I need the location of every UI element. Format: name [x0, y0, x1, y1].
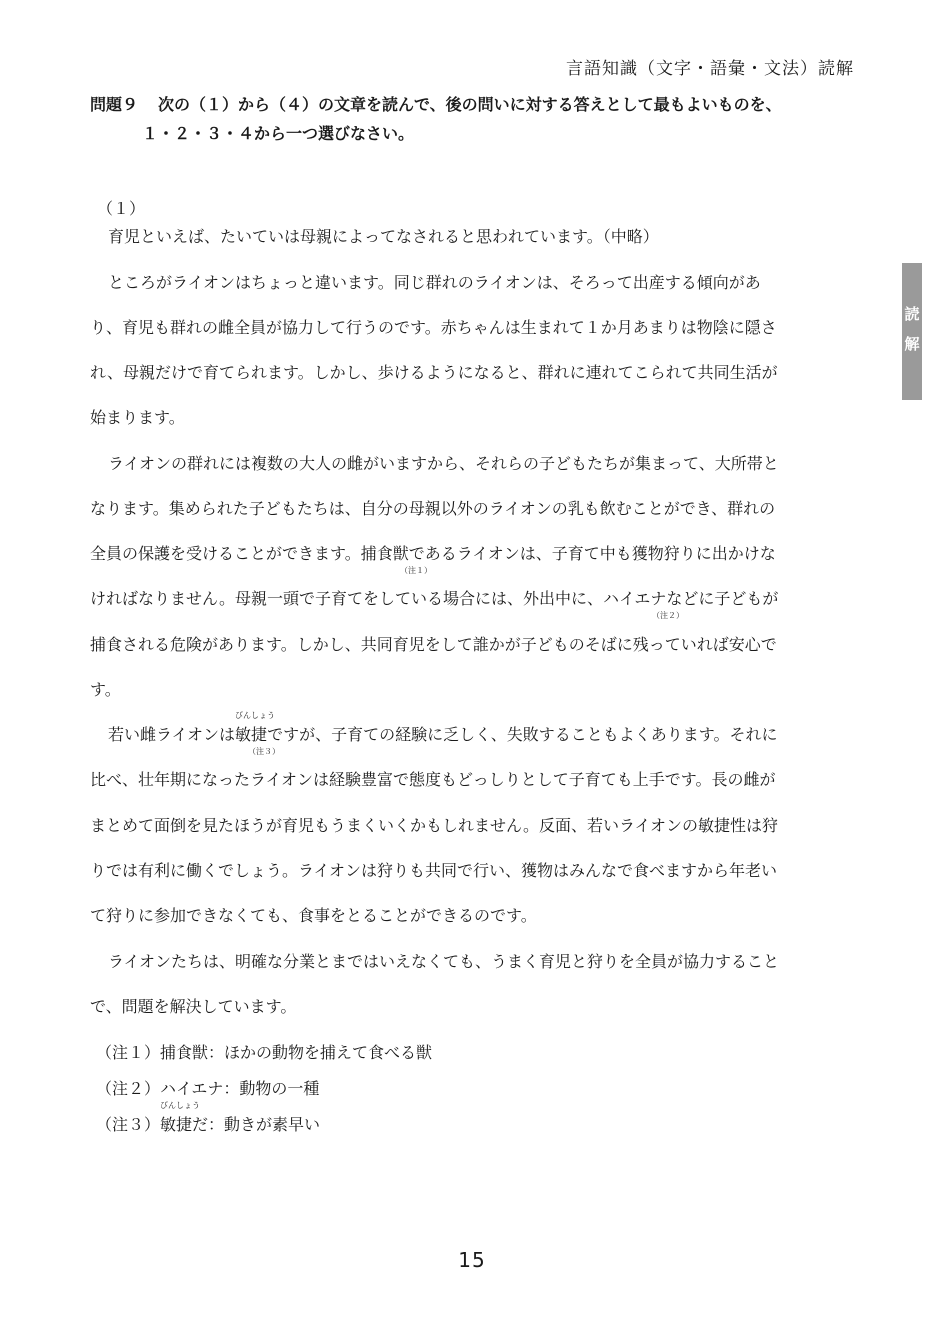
passage-line: 捕食される危険があります。しかし、共同育児をして誰かが子どものそばに残っていれば安心で — [90, 635, 777, 654]
passage-line: れ、母親だけで育てられます。しかし、歩けるようになると、群れに連れてこられて共同生活が — [90, 363, 778, 382]
passage-line: す。 — [90, 680, 121, 699]
passage-line: ライオンの群れには複数の大人の雌がいますから、それらの子どもたちが集まって、大所帯と — [108, 454, 779, 473]
page-header-title: 言語知識（文字・語彙・文法）読解 — [566, 59, 854, 79]
question-block — [90, 90, 860, 148]
footnote-label: （注１） — [96, 1043, 161, 1062]
page-number: 15 — [458, 1248, 486, 1272]
ruby-word-binsho — [235, 711, 276, 745]
question-line-1 — [90, 90, 860, 119]
annotation-note-1: （注１） — [400, 566, 432, 575]
footnote-text: ハイエナ：動物の一種 — [160, 1079, 320, 1098]
passage-line: りでは有利に働くでしょう。ライオンは狩りも共同で行い、獲物はみんなで食べますから年老い — [90, 861, 778, 880]
passage-line: 始まります。 — [90, 408, 185, 427]
question-label: 問題９ — [90, 95, 139, 114]
question-instruction: 次の（１）から（４）の文章を読んで、後の問いに対する答えとして最もよいものを、 — [158, 95, 782, 114]
passage-line: で、問題を解決しています。 — [90, 997, 297, 1016]
ruby-reading: びんしょう — [235, 711, 276, 720]
passage-line: ければなりません。母親一頭で子育てをしている場合には、外出中に、ハイエナなどに子どもが — [90, 589, 779, 608]
ruby-reading: びんしょう — [160, 1101, 201, 1110]
side-tab — [902, 263, 922, 400]
side-tab-char-1: 読 — [904, 305, 920, 323]
passage-line: なります。集められた子どもたちは、自分の母親以外のライオンの乳も飲むことができ、群れの — [90, 499, 776, 518]
footnote-label: （注３） — [96, 1115, 161, 1134]
passage-line: ところがライオンはちょっと違います。同じ群れのライオンは、そろって出産する傾向があ — [108, 273, 761, 292]
question-line-2: １・２・３・４から一つ選びなさい。 — [142, 124, 415, 143]
annotation-note-3: （注３） — [248, 747, 280, 756]
ruby-base: 敏捷 — [235, 725, 268, 744]
line-prefix: 若い雌ライオンは — [108, 725, 236, 744]
footnote-1 — [96, 1040, 432, 1063]
passage-line: ライオンたちは、明確な分業とまではいえなくても、うまく育児と狩りを全員が協力すること — [108, 952, 780, 971]
passage-number: （１） — [97, 199, 146, 218]
passage-line: 全員の保護を受けることができます。捕食獣であるライオンは、子育て中も獲物狩りに出かけな — [90, 544, 776, 563]
passage-line-with-ruby — [90, 711, 868, 745]
footnote-label: （注２） — [96, 1079, 161, 1098]
footnote-3 — [96, 1101, 321, 1135]
passage-line: て狩りに参加できなくても、食事をとることができるのです。 — [90, 906, 537, 925]
footnote-text: だ：動きが素早い — [192, 1115, 321, 1134]
passage-line: 比べ、壮年期になったライオンは経験豊富で態度もどっしりとして子育ても上手です。長の雌が — [90, 770, 776, 789]
footnote-text: 捕食獣：ほかの動物を捕えて食べる獣 — [160, 1043, 433, 1062]
passage-line: 育児といえば、たいていは母親によってなされると思われています。（中略） — [108, 227, 659, 246]
passage-line: まとめて面倒を見たほうが育児もうまくいくかもしれません。反面、若いライオンの敏捷性は狩 — [90, 816, 779, 835]
footnote-ruby-word — [160, 1101, 201, 1135]
side-tab-char-2: 解 — [904, 335, 920, 353]
line-suffix: ですが、子育ての経験に乏しく、失敗することもよくあります。それに — [267, 725, 778, 744]
ruby-base: 敏捷 — [160, 1115, 193, 1134]
footnote-2 — [96, 1076, 319, 1099]
passage-line: り、育児も群れの雌全員が協力して行うのです。赤ちゃんは生まれて１か月あまりは物陰に隠さ — [90, 318, 777, 337]
annotation-note-2: （注２） — [652, 611, 684, 620]
